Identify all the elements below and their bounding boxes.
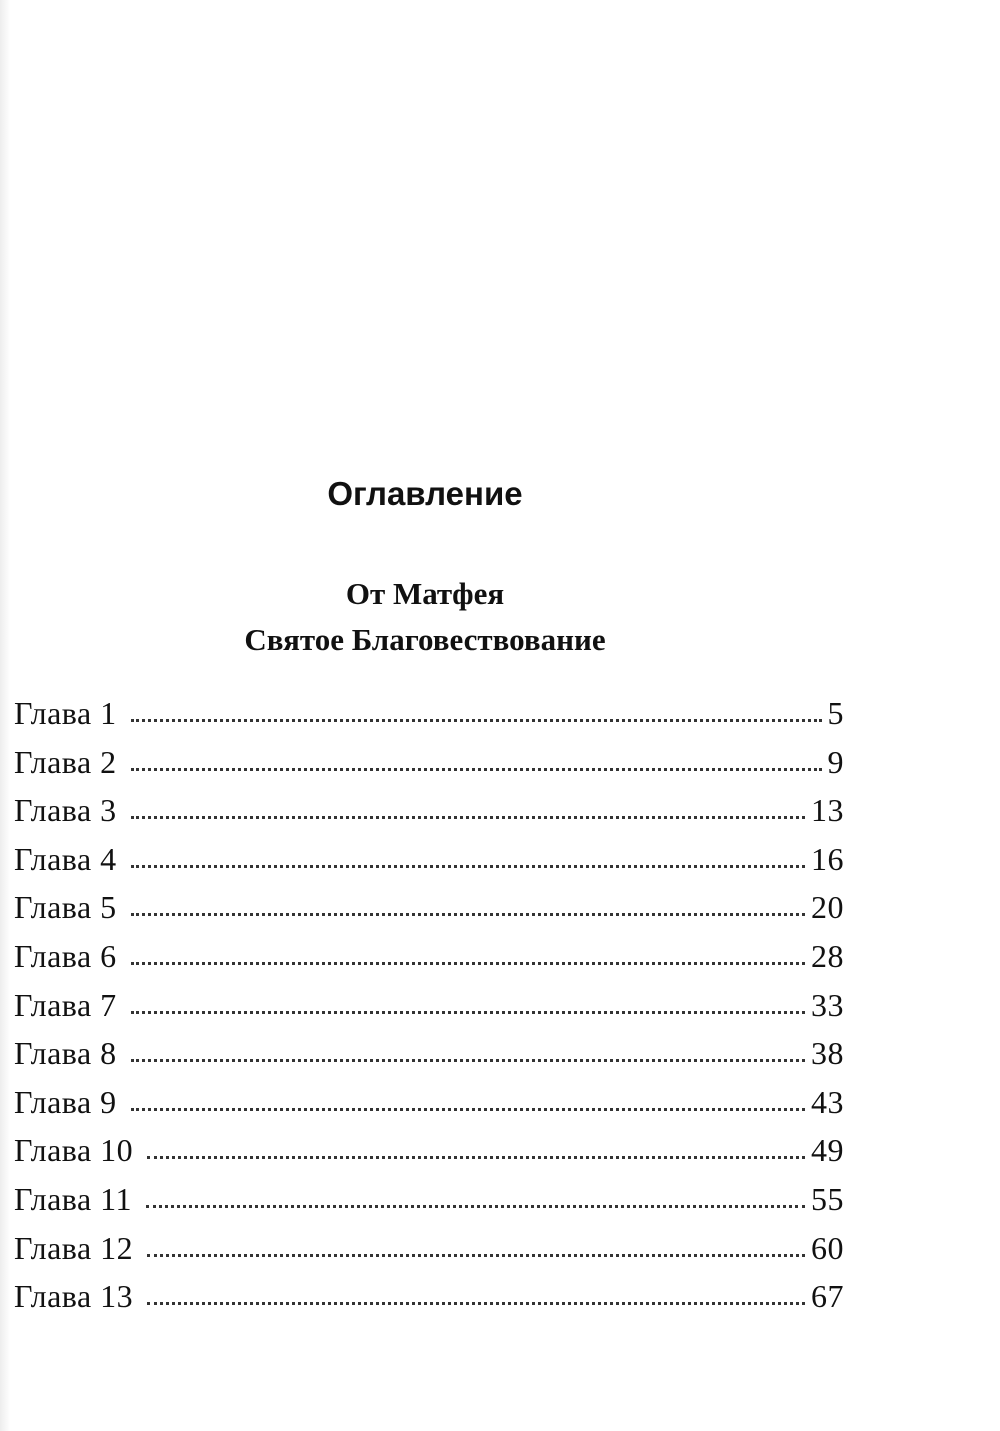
toc-entry-chapter-1[interactable] xyxy=(14,689,844,738)
section-heading xyxy=(0,571,850,663)
dot-leader xyxy=(131,719,822,722)
entry-label: Глава 2 xyxy=(14,743,117,780)
dot-leader xyxy=(131,1059,805,1062)
toc-entry-chapter-9[interactable] xyxy=(14,1078,844,1127)
dot-leader xyxy=(131,1011,805,1014)
entry-page-number: 13 xyxy=(811,792,844,829)
dot-leader xyxy=(131,1108,805,1111)
toc-list xyxy=(14,689,844,1321)
dot-leader xyxy=(147,1302,805,1305)
entry-label: Глава 9 xyxy=(14,1083,117,1120)
dot-leader xyxy=(131,816,805,819)
entry-page-number: 16 xyxy=(811,840,844,877)
page-edge-shadow xyxy=(0,0,10,1431)
entry-page-number: 55 xyxy=(811,1180,844,1217)
entry-label: Глава 4 xyxy=(14,840,117,877)
entry-label: Глава 11 xyxy=(14,1180,132,1217)
dot-leader xyxy=(131,913,805,916)
toc-entry-chapter-2[interactable] xyxy=(14,738,844,787)
entry-label: Глава 3 xyxy=(14,792,117,829)
dot-leader xyxy=(147,1156,805,1159)
toc-entry-chapter-6[interactable] xyxy=(14,932,844,981)
entry-label: Глава 12 xyxy=(14,1229,134,1266)
dot-leader xyxy=(131,865,805,868)
toc-title: Оглавление xyxy=(327,475,523,512)
toc-entry-chapter-12[interactable] xyxy=(14,1224,844,1273)
section-heading-line-1: От Матфея xyxy=(345,576,505,611)
dot-leader xyxy=(131,962,805,965)
entry-page-number: 43 xyxy=(811,1083,844,1120)
entry-label: Глава 8 xyxy=(14,1035,117,1072)
toc-entry-chapter-3[interactable] xyxy=(14,786,844,835)
entry-page-number: 5 xyxy=(827,695,844,731)
toc-entry-chapter-7[interactable] xyxy=(14,981,844,1030)
dot-leader xyxy=(131,768,822,771)
entry-page-number: 60 xyxy=(811,1229,844,1266)
toc-entry-chapter-13[interactable] xyxy=(14,1272,844,1321)
toc-entry-chapter-10[interactable] xyxy=(14,1126,844,1175)
entry-label: Глава 7 xyxy=(14,986,117,1023)
entry-label: Глава 10 xyxy=(14,1132,134,1169)
dot-leader xyxy=(146,1205,805,1208)
toc-entry-chapter-4[interactable] xyxy=(14,835,844,884)
entry-page-number: 67 xyxy=(811,1278,844,1315)
entry-page-number: 28 xyxy=(811,937,844,974)
toc-entry-chapter-8[interactable] xyxy=(14,1029,844,1078)
toc-entry-chapter-11[interactable] xyxy=(14,1175,844,1224)
section-heading-line-2: Святое Благовествование xyxy=(244,622,606,657)
entry-page-number: 20 xyxy=(811,889,844,926)
entry-page-number: 49 xyxy=(811,1132,844,1169)
entry-label: Глава 1 xyxy=(14,695,117,731)
entry-label: Глава 5 xyxy=(14,889,117,926)
entry-page-number: 38 xyxy=(811,1035,844,1072)
entry-label: Глава 6 xyxy=(14,937,117,974)
entry-page-number: 9 xyxy=(827,743,844,780)
entry-label: Глава 13 xyxy=(14,1278,134,1315)
entry-page-number: 33 xyxy=(811,986,844,1023)
dot-leader xyxy=(147,1254,805,1257)
toc-entry-chapter-5[interactable] xyxy=(14,883,844,932)
